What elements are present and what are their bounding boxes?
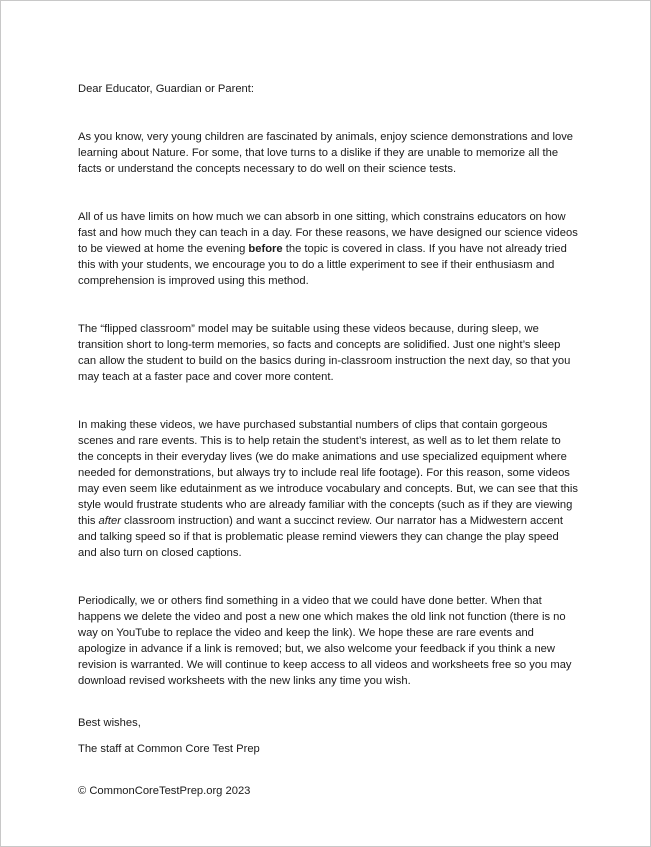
paragraph-5: Periodically, we or others find something in a video that we could have done better. When that happens we delete the video and post a new one which makes the old link not function (there is no way on YouTube to replace the video and keep the link). We hope these are rare events and apologize in advance if a link is removed; but, we also welcome your feedback if you think a new revision is warranted. We will continue to keep access to all videos and worksheets free so you may download revised worksheets with the new links any time you wish. xyxy=(78,595,572,687)
paragraph-2-text-a: All of us have limits on how much we can absorb in one sitting, which constrains educators on how fast and how much they can teach in a day. For these reasons, we have designed our science videos to be viewed at home the evening xyxy=(78,211,578,255)
paragraph-2-text-b: the topic is covered in class. If you have not already tried this with your students, we encourage you to do a little experiment to see if their enthusiasm and comprehension is improved using this method. xyxy=(78,243,567,287)
letter-body xyxy=(78,81,578,799)
paragraph-4 xyxy=(78,417,578,561)
paragraph-4-text-a: In making these videos, we have purchased substantial numbers of clips that contain gorgeous scenes and rare events. This is to help retain the student’s interest, as well as to let them relate to the concepts in their everyday lives (we do make animations and use specialized equipment where needed for demonstrations, but always try to include real life footage). For this reason, some videos may even seem like edutainment as we introduce vocabulary and concepts. But, we can see that this style would frustrate students who are already familiar with the concepts (such as if they are viewing this xyxy=(78,419,578,527)
closing: Best wishes, xyxy=(78,717,141,729)
paragraph-4-italic-word: after xyxy=(98,515,121,527)
salutation: Dear Educator, Guardian or Parent: xyxy=(78,83,254,95)
paragraph-2 xyxy=(78,209,578,289)
paragraph-3: The “flipped classroom” model may be suitable using these videos because, during sleep, we transition short to long-term memories, so facts and concepts are solidified. Just one night’s sleep can allow the student to build on the basics during in-classroom instruction the next day, so that you may teach at a faster pace and cover more content. xyxy=(78,323,571,383)
paragraph-1: As you know, very young children are fascinated by animals, enjoy science demonstrations and love learning about Nature. For some, that love turns to a dislike if they are unable to memorize all the facts or understand the concepts necessary to do well on their science tests. xyxy=(78,131,574,175)
copyright-notice: © CommonCoreTestPrep.org 2023 xyxy=(78,785,251,797)
paragraph-2-bold-word: before xyxy=(248,243,283,255)
signature: The staff at Common Core Test Prep xyxy=(78,743,260,755)
paragraph-4-text-b: classroom instruction) and want a succinct review. Our narrator has a Midwestern accent and talking speed so if that is problematic please remind viewers they can change the play speed and also turn on closed captions. xyxy=(78,515,564,559)
